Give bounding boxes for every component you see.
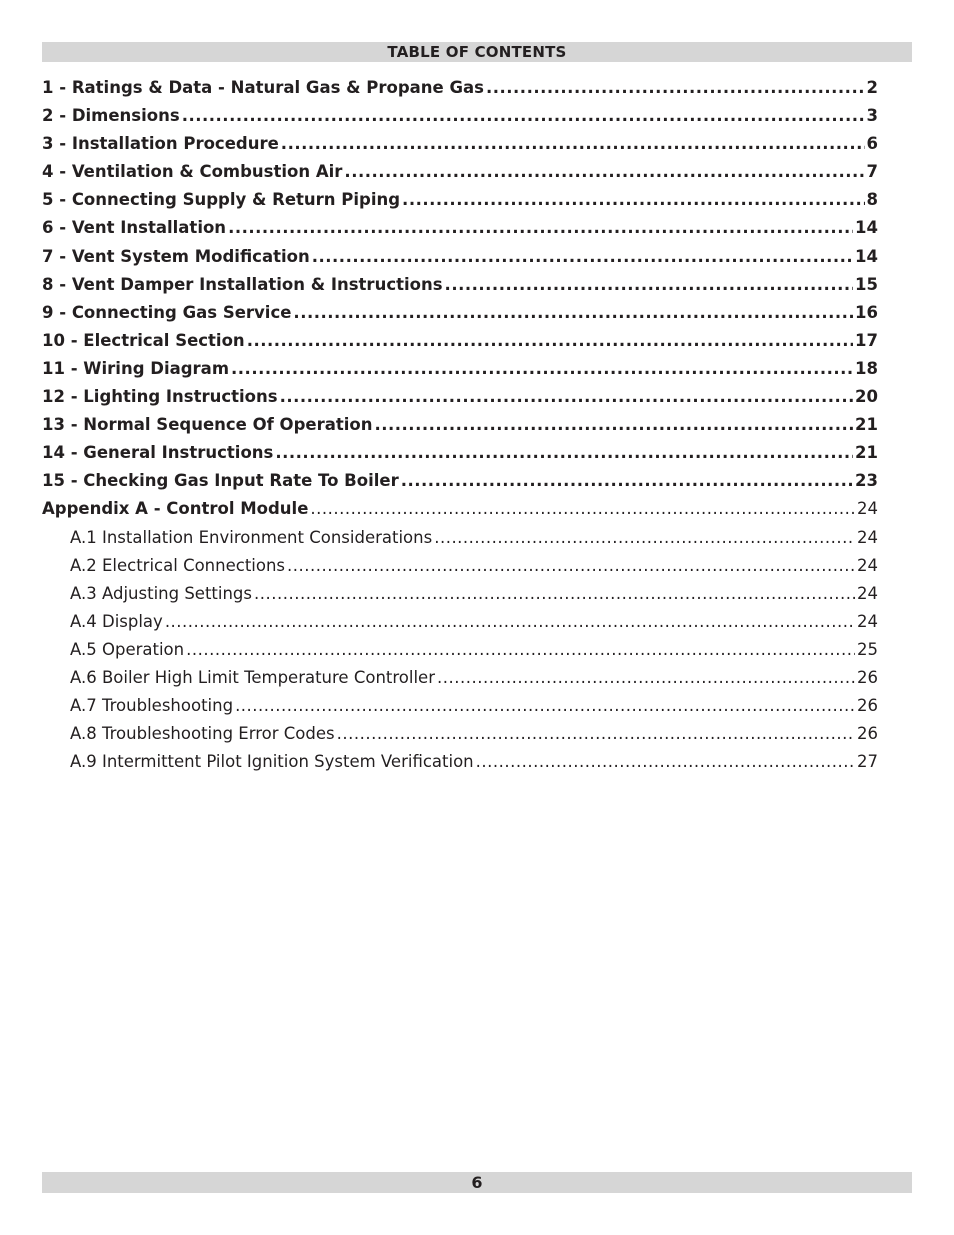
toc-entry-page: 18 — [855, 358, 878, 378]
toc-entry-dimensions[interactable] — [42, 102, 878, 130]
toc-entry-title: A.1 Installation Environment Considerations — [70, 527, 433, 547]
page-footer-bar — [42, 1172, 912, 1193]
dot-leader — [247, 327, 853, 355]
toc-entry-page: 24 — [857, 555, 878, 575]
toc-entry-title: 3 - Installation Procedure — [42, 134, 279, 154]
dot-leader — [312, 243, 853, 271]
toc-entry-title: A.2 Electrical Connections — [70, 555, 286, 575]
toc-entry-page: 26 — [857, 667, 878, 687]
toc-header-bar — [42, 42, 912, 62]
dot-leader — [281, 130, 865, 158]
toc-entry-title: 13 - Normal Sequence Of Operation — [42, 415, 373, 435]
toc-subentry-a7[interactable] — [42, 692, 878, 720]
dot-leader — [434, 524, 855, 552]
toc-entry-vent-system-modification[interactable] — [42, 243, 878, 271]
toc-entry-vent-damper[interactable] — [42, 271, 878, 299]
dot-leader — [280, 383, 853, 411]
toc-entry-gas-service[interactable] — [42, 299, 878, 327]
toc-subentry-a2[interactable] — [42, 552, 878, 580]
dot-leader — [374, 411, 853, 439]
toc-entry-lighting-instructions[interactable] — [42, 383, 878, 411]
toc-subentry-a3[interactable] — [42, 580, 878, 608]
toc-entry-page: 26 — [857, 696, 878, 716]
toc-subentry-a5[interactable] — [42, 636, 878, 664]
toc-entry-title: A.7 Troubleshooting — [70, 696, 234, 716]
toc-entry-page: 24 — [857, 527, 878, 547]
toc-entry-page: 27 — [857, 752, 878, 772]
toc-entry-title: 14 - General Instructions — [42, 443, 274, 463]
toc-entry-title: 6 - Vent Installation — [42, 218, 227, 238]
dot-leader — [337, 720, 855, 748]
toc-entry-page: 24 — [857, 611, 878, 631]
dot-leader — [486, 74, 865, 102]
dot-leader — [437, 664, 855, 692]
dot-leader — [287, 552, 855, 580]
dot-leader — [344, 158, 864, 186]
toc-entry-page: 14 — [855, 218, 878, 238]
toc-entry-page: 24 — [857, 583, 878, 603]
toc-entry-title: 15 - Checking Gas Input Rate To Boiler — [42, 471, 399, 491]
toc-entry-title: 2 - Dimensions — [42, 106, 180, 126]
toc-entry-page: 16 — [855, 302, 878, 322]
dot-leader — [445, 271, 853, 299]
toc-entry-title: 11 - Wiring Diagram — [42, 358, 230, 378]
toc-entry-page: 25 — [857, 639, 878, 659]
dot-leader — [401, 467, 853, 495]
toc-entry-wiring-diagram[interactable] — [42, 355, 878, 383]
toc-entry-page: 15 — [855, 274, 878, 294]
toc-entry-vent-installation[interactable] — [42, 214, 878, 242]
toc-entry-page: 20 — [855, 387, 878, 407]
toc-entry-title: A.3 Adjusting Settings — [70, 583, 252, 603]
toc-entry-page: 3 — [866, 106, 878, 126]
toc-entry-title: A.6 Boiler High Limit Temperature Controller — [70, 667, 435, 687]
dot-leader — [402, 186, 864, 214]
toc-entry-page: 21 — [855, 443, 878, 463]
toc-subentry-a8[interactable] — [42, 720, 878, 748]
dot-leader — [476, 748, 855, 776]
toc-entry-page: 14 — [855, 246, 878, 266]
toc-entry-title: 5 - Connecting Supply & Return Piping — [42, 190, 401, 210]
toc-entry-title: A.4 Display — [70, 611, 163, 631]
toc-entry-title: 4 - Ventilation & Combustion Air — [42, 162, 343, 182]
toc-entry-page: 24 — [857, 499, 878, 519]
toc-entry-page: 2 — [866, 78, 878, 97]
toc-entry-title: 10 - Electrical Section — [42, 330, 245, 350]
toc-entry-page: 8 — [866, 190, 878, 210]
page-number: 6 — [471, 1173, 483, 1192]
toc-subentry-a4[interactable] — [42, 608, 878, 636]
dot-leader — [293, 299, 853, 327]
toc-entry-title: Appendix A - Control Module — [42, 499, 309, 519]
toc-entry-title: 7 - Vent System Modification — [42, 246, 310, 266]
toc-entry-ventilation-combustion-air[interactable] — [42, 158, 878, 186]
toc-entry-ratings-data[interactable] — [42, 74, 878, 102]
dot-leader — [310, 495, 855, 523]
toc-entry-title: 1 - Ratings & Data - Natural Gas & Propane Gas — [42, 78, 484, 97]
dot-leader — [186, 636, 855, 664]
dot-leader — [228, 214, 853, 242]
toc-heading: TABLE OF CONTENTS — [387, 43, 567, 61]
toc-entry-page: 6 — [866, 134, 878, 154]
toc-entry-page: 17 — [855, 330, 878, 350]
dot-leader — [165, 608, 855, 636]
table-of-contents — [42, 74, 878, 776]
toc-subentry-a6[interactable] — [42, 664, 878, 692]
toc-entry-title: A.5 Operation — [70, 639, 185, 659]
toc-entry-title: 8 - Vent Damper Installation & Instructions — [42, 274, 443, 294]
toc-entry-page: 21 — [855, 415, 878, 435]
toc-subentry-a9[interactable] — [42, 748, 878, 776]
toc-entry-page: 26 — [857, 724, 878, 744]
toc-entry-page: 7 — [866, 162, 878, 182]
toc-entry-title: 9 - Connecting Gas Service — [42, 302, 292, 322]
toc-entry-installation-procedure[interactable] — [42, 130, 878, 158]
toc-entry-title: A.9 Intermittent Pilot Ignition System Verification — [70, 752, 474, 772]
toc-entry-general-instructions[interactable] — [42, 439, 878, 467]
toc-entry-title: 12 - Lighting Instructions — [42, 387, 278, 407]
toc-entry-normal-sequence[interactable] — [42, 411, 878, 439]
dot-leader — [275, 439, 853, 467]
toc-entry-checking-gas-input[interactable] — [42, 467, 878, 495]
dot-leader — [231, 355, 853, 383]
dot-leader — [182, 102, 865, 130]
dot-leader — [235, 692, 855, 720]
toc-entry-page: 23 — [855, 471, 878, 491]
toc-entry-appendix-a[interactable] — [42, 495, 878, 523]
toc-entry-supply-return-piping[interactable] — [42, 186, 878, 214]
toc-entry-electrical-section[interactable] — [42, 327, 878, 355]
dot-leader — [254, 580, 855, 608]
toc-entry-title: A.8 Troubleshooting Error Codes — [70, 724, 335, 744]
toc-subentry-a1[interactable] — [42, 524, 878, 552]
